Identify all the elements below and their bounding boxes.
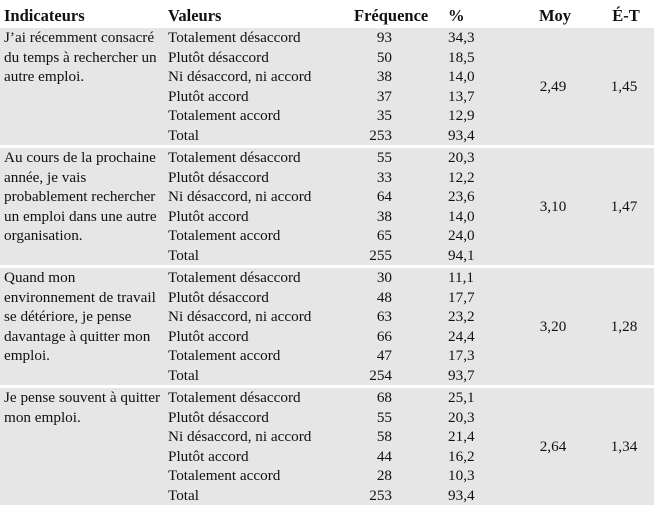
indicator-group	[0, 387, 654, 505]
indicator-label: Au cours de la prochaine année, je vais probablement rechercher un emploi dans une autre organisation.	[0, 147, 164, 267]
indicator-group	[0, 267, 654, 387]
value-label: Totalement désaccord	[164, 28, 344, 48]
value-label: Plutôt accord	[164, 327, 344, 347]
value-label: Totalement désaccord	[164, 267, 344, 288]
value-label: Total	[164, 366, 344, 387]
percent-cell: 23,6	[442, 187, 512, 207]
value-label: Total	[164, 246, 344, 267]
value-label: Ni désaccord, ni accord	[164, 187, 344, 207]
percent-cell: 14,0	[442, 207, 512, 227]
table-row	[0, 147, 654, 168]
std-dev-cell: 1,28	[594, 267, 654, 387]
frequency-cell: 64	[344, 187, 442, 207]
frequency-cell: 48	[344, 288, 442, 308]
percent-cell: 25,1	[442, 387, 512, 408]
table-header	[0, 3, 654, 28]
percent-cell: 17,3	[442, 346, 512, 366]
value-label: Ni désaccord, ni accord	[164, 427, 344, 447]
percent-cell: 13,7	[442, 87, 512, 107]
header-et: É-T	[594, 3, 654, 28]
frequency-cell: 254	[344, 366, 442, 387]
value-label: Ni désaccord, ni accord	[164, 307, 344, 327]
frequency-cell: 58	[344, 427, 442, 447]
frequency-cell: 38	[344, 67, 442, 87]
frequency-cell: 253	[344, 126, 442, 147]
mean-cell: 2,64	[512, 387, 594, 505]
indicator-group	[0, 147, 654, 267]
value-label: Totalement accord	[164, 226, 344, 246]
percent-cell: 23,2	[442, 307, 512, 327]
value-label: Plutôt accord	[164, 87, 344, 107]
header-row	[0, 3, 654, 28]
frequency-cell: 33	[344, 168, 442, 188]
value-label: Totalement désaccord	[164, 387, 344, 408]
table-row	[0, 267, 654, 288]
value-label: Plutôt désaccord	[164, 168, 344, 188]
indicator-label: J’ai récemment consacré du temps à rechercher un autre emploi.	[0, 28, 164, 147]
frequency-cell: 30	[344, 267, 442, 288]
percent-cell: 20,3	[442, 408, 512, 428]
percent-cell: 12,2	[442, 168, 512, 188]
frequency-cell: 93	[344, 28, 442, 48]
statistics-table	[0, 3, 654, 505]
std-dev-cell: 1,47	[594, 147, 654, 267]
percent-cell: 11,1	[442, 267, 512, 288]
percent-cell: 24,0	[442, 226, 512, 246]
frequency-cell: 28	[344, 466, 442, 486]
percent-cell: 93,4	[442, 126, 512, 147]
std-dev-cell: 1,45	[594, 28, 654, 147]
value-label: Plutôt accord	[164, 447, 344, 467]
frequency-cell: 65	[344, 226, 442, 246]
mean-cell: 2,49	[512, 28, 594, 147]
frequency-cell: 55	[344, 408, 442, 428]
value-label: Plutôt désaccord	[164, 408, 344, 428]
frequency-cell: 255	[344, 246, 442, 267]
value-label: Plutôt désaccord	[164, 48, 344, 68]
value-label: Total	[164, 486, 344, 505]
percent-cell: 12,9	[442, 106, 512, 126]
mean-cell: 3,20	[512, 267, 594, 387]
value-label: Ni désaccord, ni accord	[164, 67, 344, 87]
frequency-cell: 35	[344, 106, 442, 126]
percent-cell: 93,4	[442, 486, 512, 505]
percent-cell: 94,1	[442, 246, 512, 267]
frequency-cell: 68	[344, 387, 442, 408]
indicator-label: Quand mon environnement de travail se détériore, je pense davantage à quitter mon emploi.	[0, 267, 164, 387]
percent-cell: 34,3	[442, 28, 512, 48]
percent-cell: 93,7	[442, 366, 512, 387]
frequency-cell: 253	[344, 486, 442, 505]
indicator-group	[0, 28, 654, 147]
percent-cell: 17,7	[442, 288, 512, 308]
header-valeurs: Valeurs	[164, 3, 344, 28]
value-label: Totalement accord	[164, 466, 344, 486]
percent-cell: 18,5	[442, 48, 512, 68]
frequency-cell: 38	[344, 207, 442, 227]
percent-cell: 14,0	[442, 67, 512, 87]
frequency-cell: 47	[344, 346, 442, 366]
value-label: Totalement désaccord	[164, 147, 344, 168]
percent-cell: 10,3	[442, 466, 512, 486]
table-row	[0, 387, 654, 408]
table-row	[0, 28, 654, 48]
frequency-cell: 55	[344, 147, 442, 168]
header-pourcent: %	[442, 3, 512, 28]
frequency-cell: 66	[344, 327, 442, 347]
frequency-cell: 63	[344, 307, 442, 327]
header-moy: Moy	[512, 3, 594, 28]
indicator-label: Je pense souvent à quitter mon emploi.	[0, 387, 164, 505]
percent-cell: 21,4	[442, 427, 512, 447]
frequency-cell: 44	[344, 447, 442, 467]
value-label: Totalement accord	[164, 346, 344, 366]
percent-cell: 16,2	[442, 447, 512, 467]
std-dev-cell: 1,34	[594, 387, 654, 505]
frequency-cell: 50	[344, 48, 442, 68]
frequency-cell: 37	[344, 87, 442, 107]
header-frequence: Fréquence	[344, 3, 442, 28]
percent-cell: 24,4	[442, 327, 512, 347]
value-label: Plutôt accord	[164, 207, 344, 227]
value-label: Totalement accord	[164, 106, 344, 126]
percent-cell: 20,3	[442, 147, 512, 168]
value-label: Plutôt désaccord	[164, 288, 344, 308]
mean-cell: 3,10	[512, 147, 594, 267]
value-label: Total	[164, 126, 344, 147]
header-indicateurs: Indicateurs	[0, 3, 164, 28]
